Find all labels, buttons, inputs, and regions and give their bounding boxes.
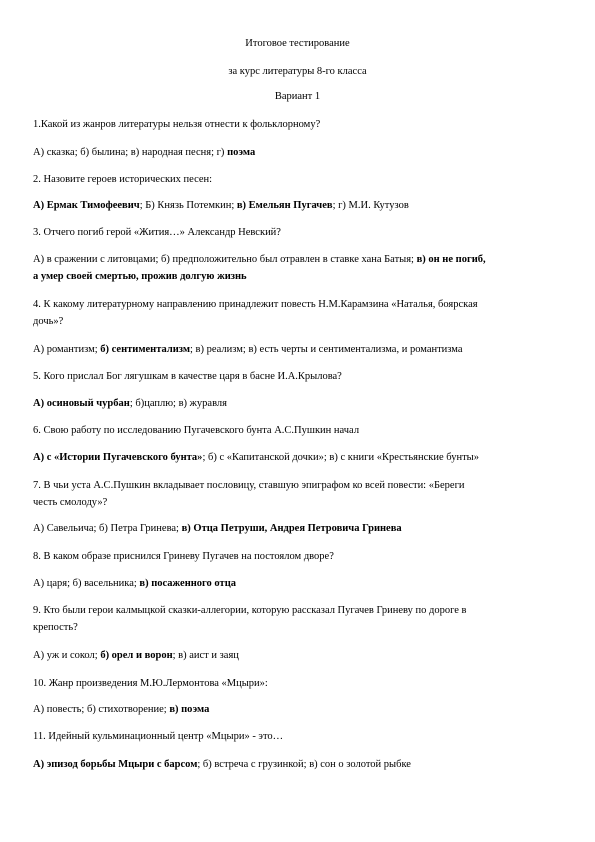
- question-7-continued: честь смолоду»?: [33, 497, 108, 508]
- answer-text: А) в сражении с литовцами; б) предположительно был отравлен в ставке хана Батыя;: [33, 254, 417, 265]
- correct-answer: а умер своей смертью, прожив долгую жизнь: [33, 271, 247, 282]
- answer-7: [33, 520, 565, 537]
- question-8: 8. В каком образе приснился Гриневу Пугачев на постоялом дворе?: [33, 551, 334, 562]
- correct-answer: А) эпизод борьбы Мцыри с барсом: [33, 759, 198, 770]
- answer-5: [33, 395, 565, 412]
- question-3: 3. Отчего погиб герой «Жития…» Александр Невский?: [33, 227, 281, 238]
- correct-answer: поэма: [227, 147, 256, 158]
- question-6: 6. Свою работу по исследованию Пугачевского бунта А.С.Пушкин начал: [33, 425, 360, 436]
- variant-label: Вариант 1: [274, 91, 321, 102]
- answer-2: [33, 197, 565, 214]
- answer-text: ; г) М.И. Кутузов: [332, 200, 409, 211]
- answer-10: [33, 701, 565, 718]
- answer-text: ; б) с «Капитанской дочки»; в) с книги «Крестьянские бунты»: [202, 452, 479, 463]
- correct-answer: в) Емельян Пугачев: [236, 200, 333, 211]
- answer-text: ; в) реализм; в) есть черты и сентиментализма, и романтизма: [190, 344, 463, 355]
- answer-text: ; б)цаплю; в) журавля: [129, 398, 227, 409]
- answer-text: А) царя; б) васельника;: [33, 578, 140, 589]
- answer-8: [33, 575, 565, 592]
- question-5: 5. Кого прислал Бог лягушкам в качестве царя в басне И.А.Крылова?: [33, 371, 342, 382]
- correct-answer: в) Отца Петруши, Андрея Петровича Гринева: [181, 523, 402, 534]
- answer-3-continued: [33, 268, 565, 285]
- answer-text: ; в) аист и заяц: [172, 650, 239, 661]
- question-4: 4. К какому литературному направлению принадлежит повесть Н.М.Карамзина «Наталья, боярская: [33, 299, 478, 310]
- question-11: 11. Идейный кульминационный центр «Мцыри» - это…: [33, 731, 284, 742]
- correct-answer: в) он не погиб,: [416, 254, 486, 265]
- question-9-continued: крепость?: [33, 622, 78, 633]
- answer-text: А) уж и сокол;: [33, 650, 101, 661]
- question-7: 7. В чьи уста А.С.Пушкин вкладывает пословицу, ставшую эпиграфом ко всей повести: «Береги: [33, 480, 465, 491]
- correct-answer: б) орел и ворон: [100, 650, 173, 661]
- answer-4: [33, 341, 565, 358]
- answer-text: А) повесть; б) стихотворение;: [33, 704, 170, 715]
- answer-6: [33, 449, 565, 466]
- answer-text: А) Савельича; б) Петра Гринева;: [33, 523, 182, 534]
- answer-1: [33, 144, 565, 161]
- correct-answer: А) с «Истории Пугачевского бунта»: [33, 452, 203, 463]
- document-title: Итоговое тестирование: [245, 38, 350, 49]
- correct-answer: в) посаженного отца: [139, 578, 236, 589]
- question-10: 10. Жанр произведения М.Ю.Лермонтова «Мцыри»:: [33, 678, 268, 689]
- question-1: 1.Какой из жанров литературы нельзя отнести к фольклорному?: [33, 119, 321, 130]
- document-subtitle: за курс литературы 8-го класса: [228, 66, 367, 77]
- question-2: 2. Назовите героев исторических песен:: [33, 174, 213, 185]
- answer-text: ; б) встреча с грузинкой; в) сон о золотой рыбке: [197, 759, 411, 770]
- answer-text: А) романтизм;: [33, 344, 101, 355]
- correct-answer: в) поэма: [169, 704, 210, 715]
- answer-text: А) сказка; б) былина; в) народная песня; г): [33, 147, 228, 158]
- correct-answer: А) осиновый чурбан: [33, 398, 130, 409]
- question-9: 9. Кто были герои калмыцкой сказки-аллегории, которую рассказал Пугачев Гриневу по дороге в: [33, 605, 467, 616]
- question-4-continued: дочь»?: [33, 316, 64, 327]
- correct-answer: А) Ермак Тимофеевич: [33, 200, 140, 211]
- answer-9: [33, 647, 565, 664]
- answer-3: [33, 251, 565, 268]
- correct-answer: б) сентиментализм: [100, 344, 190, 355]
- answer-text: ; Б) Князь Потемкин;: [139, 200, 237, 211]
- answer-11: [33, 756, 565, 773]
